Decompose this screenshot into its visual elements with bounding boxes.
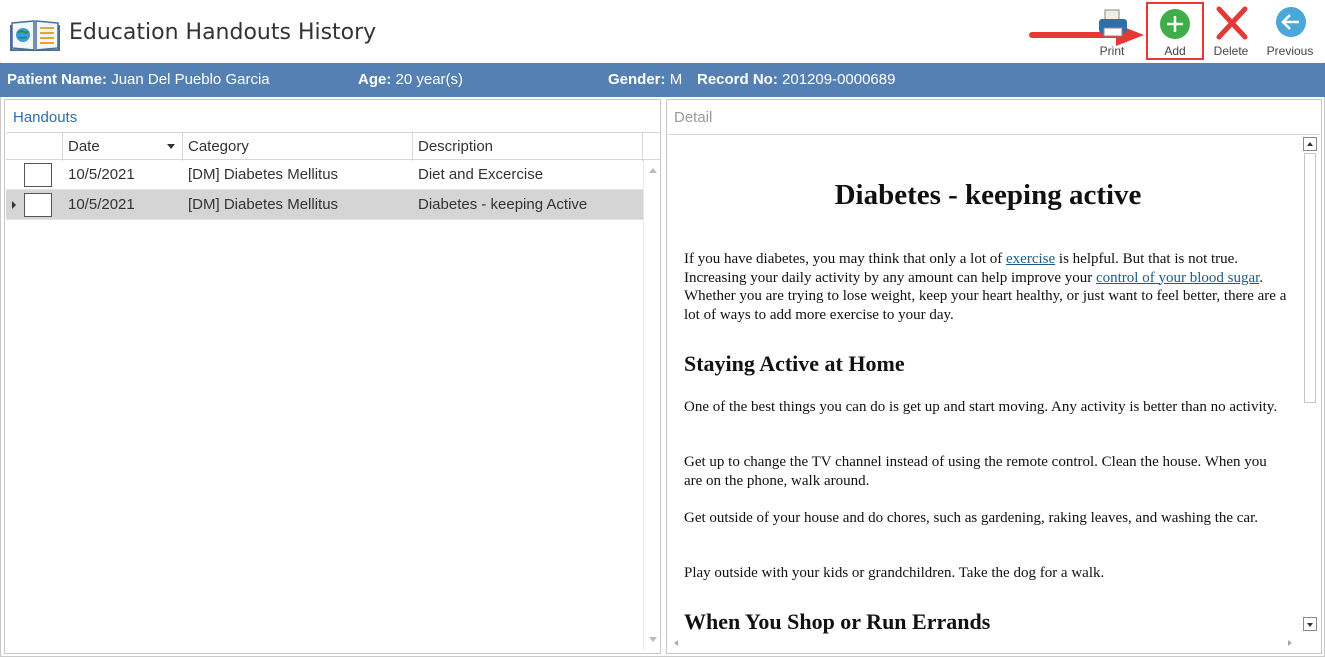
row-checkbox[interactable] [24,193,52,217]
detail-title: Detail [674,109,713,126]
scroll-left-icon[interactable] [674,640,678,646]
handouts-grid [6,132,660,652]
column-header-description[interactable] [413,133,643,161]
intro-paragraph [684,250,1288,324]
scroll-up-icon[interactable] [649,168,657,173]
row-category: [DM] Diabetes Mellitus [188,166,339,183]
patient-age-label: Age: [358,71,392,88]
row-description: Diet and Excercise [418,166,544,183]
sort-down-icon[interactable] [167,144,175,149]
previous-button[interactable] [1262,4,1318,60]
print-label: Print [1099,44,1125,58]
patient-record-value: 201209-0000689 [782,71,896,88]
document-viewer[interactable] [668,134,1320,653]
blood-sugar-link[interactable]: control of your blood sugar [1095,269,1260,286]
column-header-select [6,133,63,161]
scroll-down-icon [1307,623,1313,627]
column-header-category[interactable] [183,133,413,161]
detail-panel [666,99,1322,654]
table-row[interactable] [6,160,643,190]
paragraph-3: Get outside of your house and do chores, such as gardening, raking leaves, and washing the car. [684,510,1259,526]
plus-circle-icon [1158,8,1192,42]
previous-label: Previous [1266,44,1314,58]
scroll-down-button[interactable] [1303,617,1317,631]
paragraph-1: One of the best things you can do is get up and start moving. Any activity is better than no activity. [684,399,1278,415]
add-button[interactable] [1146,2,1204,60]
column-category-label: Category [188,138,249,155]
document-heading: Diabetes - keeping active [834,179,1142,211]
row-checkbox[interactable] [24,163,52,187]
grid-header [6,132,660,160]
section-heading-home: Staying Active at Home [684,351,905,376]
intro-text-3: . Whether you are trying to lose weight, keep your heart healthy, or just want to feel better, there are a lot of ways to add more exercise to your day. [684,269,1287,323]
patient-name-label: Patient Name: [7,71,108,88]
table-row-selected[interactable] [6,190,643,220]
patient-name-value: Juan Del Pueblo Garcia [111,71,270,88]
patient-age-value: 20 year(s) [395,71,464,88]
handouts-vertical-scrollbar[interactable] [643,160,660,650]
scroll-down-icon[interactable] [649,637,657,642]
patient-name-field [7,71,270,88]
scroll-up-button[interactable] [1303,137,1317,151]
patient-record-field [697,71,895,88]
patient-info-bar [0,63,1325,97]
header [0,0,1325,62]
print-button[interactable] [1084,4,1140,60]
column-description-label: Description [418,138,494,155]
patient-age-field [358,71,463,88]
arrow-left-circle-icon [1274,6,1308,40]
delete-button[interactable] [1203,4,1259,60]
row-description: Diabetes - keeping Active [418,196,588,213]
scroll-right-icon[interactable] [1288,640,1292,646]
scroll-up-icon [1307,142,1313,146]
section-heading-shop: When You Shop or Run Errands [684,609,991,634]
add-label: Add [1164,44,1186,58]
row-date: 10/5/2021 [68,166,135,183]
row-date: 10/5/2021 [68,196,135,213]
page-title: Education Handouts History [69,20,377,45]
handouts-title: Handouts [13,109,78,126]
patient-gender-value: M [669,71,683,88]
scroll-thumb[interactable] [1304,153,1316,403]
paragraph-4: Play outside with your kids or grandchildren. Take the dog for a walk. [684,565,1105,581]
delete-label: Delete [1213,44,1249,58]
book-globe-icon [10,17,60,51]
column-date-label: Date [68,138,100,155]
detail-vertical-scrollbar[interactable] [1302,135,1319,635]
paragraph-2: Get up to change the TV channel instead of using the remote control. Clean the house. When you are on the phone, walk around. [684,454,1267,489]
printer-icon [1096,6,1130,40]
intro-text-1: If you have diabetes, you may think that only a lot of [684,251,1007,267]
row-category: [DM] Diabetes Mellitus [188,196,339,213]
column-header-date[interactable] [63,133,183,161]
patient-gender-field [608,71,682,88]
patient-record-label: Record No: [697,71,778,88]
intro-text-2: is helpful. But that is not true. Increasing your daily activity by any amount can help improve your [684,251,1239,286]
handouts-panel [4,99,661,654]
patient-gender-label: Gender: [608,71,666,88]
row-indicator-icon [12,201,16,209]
close-x-icon [1215,6,1249,40]
detail-horizontal-scrollbar[interactable] [668,635,1302,652]
exercise-link[interactable]: exercise [1006,251,1056,267]
